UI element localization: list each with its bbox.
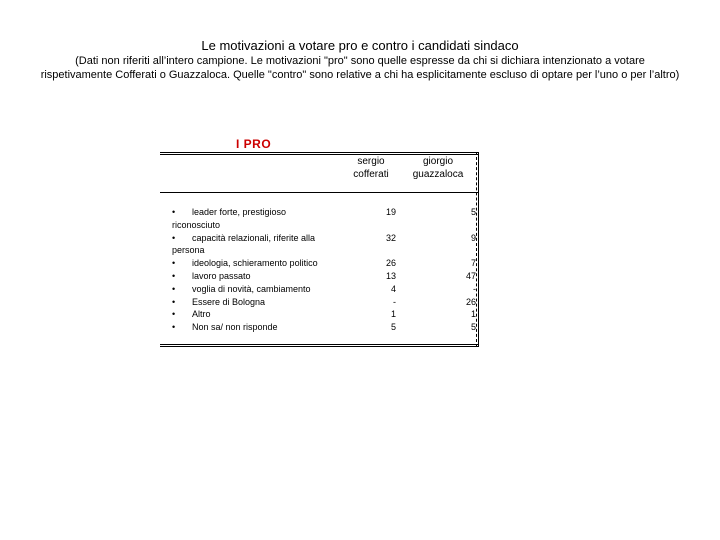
cell-cofferati: 26 (385, 258, 396, 269)
row-label (172, 308, 350, 321)
data-table (160, 152, 478, 348)
row-label-line: Essere di Bologna (192, 296, 266, 307)
page-title: Le motivazioni a votare pro e contro i candidati sindaco (201, 38, 519, 53)
column-header-cofferati (345, 155, 397, 181)
row-label-line: voglia di novità, cambiamento (192, 283, 311, 294)
table-right-rule (478, 152, 479, 347)
table-right-rule-dashed (476, 152, 477, 347)
cell-cofferati: - (393, 296, 396, 307)
cell-guazzaloca: 9 (470, 232, 476, 243)
table-row (172, 270, 476, 283)
row-label (172, 232, 350, 258)
row-label-line: persona (172, 245, 205, 256)
cell-cofferati: 32 (385, 232, 396, 243)
row-label (172, 283, 350, 296)
column-header-line: sergio (357, 156, 385, 167)
bullet-icon: • (172, 270, 176, 281)
row-label-line: lavoro passato (192, 270, 251, 281)
cell-guazzaloca: 7 (470, 258, 476, 269)
cell-cofferati: 1 (390, 309, 396, 320)
row-label-line: Non sa/ non risponde (192, 322, 278, 333)
cell-guazzaloca: - (473, 283, 476, 294)
bullet-icon: • (172, 296, 176, 307)
cell-cofferati: 19 (385, 207, 396, 217)
bullet-icon: • (172, 309, 176, 320)
cell-guazzaloca: 47 (465, 270, 476, 281)
row-label (172, 296, 350, 309)
row-label (172, 270, 350, 283)
table-row (172, 308, 476, 321)
bullet-icon: • (172, 258, 176, 269)
cell-guazzaloca: 1 (470, 309, 476, 320)
table-row (172, 283, 476, 296)
column-header-line: cofferati (353, 169, 389, 180)
bullet-icon: • (172, 232, 176, 243)
row-label-line: Altro (192, 309, 211, 320)
row-label (172, 321, 350, 334)
row-label-line: ideologia, schieramento politico (192, 258, 318, 269)
row-label-line: leader forte, prestigioso (192, 207, 287, 217)
table-row (172, 296, 476, 309)
row-label (172, 257, 350, 270)
cell-cofferati: 4 (390, 283, 396, 294)
row-label-line: riconosciuto (172, 219, 221, 230)
table-body (172, 206, 476, 334)
table-bottom-rule (160, 344, 478, 347)
table-row (172, 206, 476, 232)
cell-guazzaloca: 5 (470, 207, 476, 217)
table-row (172, 257, 476, 270)
cell-guazzaloca: 5 (470, 322, 476, 333)
cell-guazzaloca: 26 (465, 296, 476, 307)
bullet-icon: • (172, 283, 176, 294)
row-label-line: capacità relazionali, riferite alla (192, 232, 316, 243)
table-row (172, 321, 476, 334)
cell-cofferati: 5 (390, 322, 396, 333)
page-subtitle: (Dati non riferiti all’intero campione. Le motivazioni "pro" sono quelle espresse da chi si dichiara intenzionato a votare rispetivamente Cofferati o Guazzaloca. Quelle "contro" sono relative a chi ha esplicitamente escluso di optare per l’uno o per l’altro) (40, 55, 680, 81)
column-header-line: guazzaloca (412, 169, 464, 180)
column-header-guazzaloca (405, 155, 471, 181)
column-header-line: giorgio (422, 156, 454, 167)
table-row (172, 232, 476, 258)
bullet-icon: • (172, 207, 176, 217)
cell-cofferati: 13 (385, 270, 396, 281)
table-header-rule (160, 192, 478, 193)
row-label (172, 206, 350, 232)
section-label: I PRO (236, 137, 272, 151)
bullet-icon: • (172, 322, 176, 333)
